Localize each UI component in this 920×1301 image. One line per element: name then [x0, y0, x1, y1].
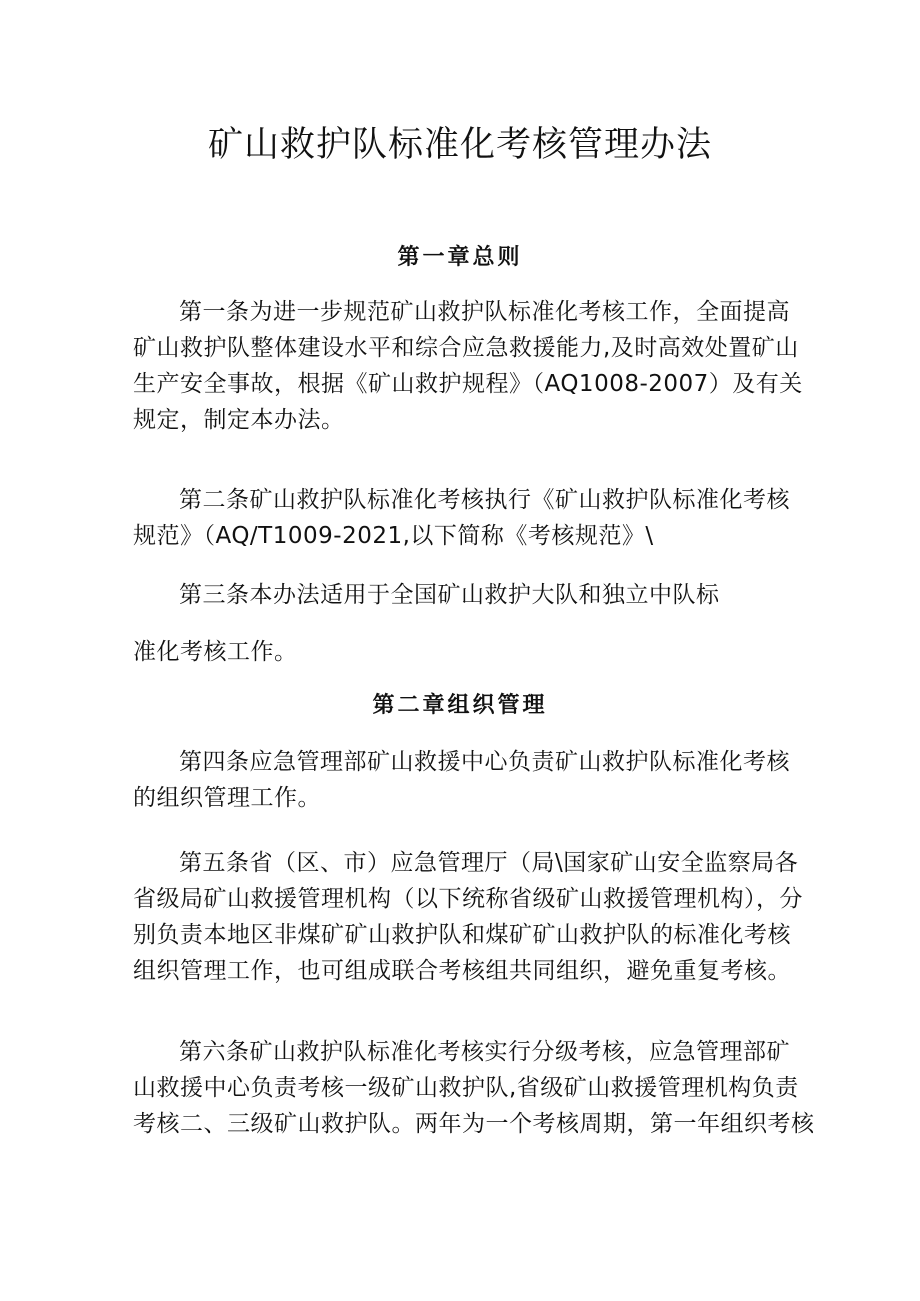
- text-line: 省级局矿山救援管理机构（以下统称省级矿山救援管理机构），分: [133, 886, 803, 912]
- text-line: 生产安全事故，根据《矿山救护规程》（AQ1008-2007）及有关: [133, 371, 803, 397]
- article-1: [133, 294, 803, 438]
- article-4: [133, 744, 795, 816]
- text-line: 第一条为进一步规范矿山救护队标准化考核工作，全面提高: [179, 299, 790, 325]
- text-line: 考核二、三级矿山救护队。两年为一个考核周期，第一年组织考核: [133, 1111, 815, 1137]
- article-2: [133, 482, 795, 554]
- article-6: [133, 1034, 815, 1142]
- text-line: 规范》（AQ/T1009-2021,以下简称《考核规范》\: [133, 523, 654, 549]
- text-line: 第四条应急管理部矿山救援中心负责矿山救护队标准化考核: [179, 749, 790, 775]
- text-line: 别负责本地区非煤矿矿山救护队和煤矿矿山救护队的标准化考核: [133, 922, 791, 948]
- text-line: 第二条矿山救护队标准化考核执行《矿山救护队标准化考核: [179, 487, 790, 513]
- text-line: 山救援中心负责考核一级矿山救护队,省级矿山救援管理机构负责: [133, 1075, 799, 1101]
- text-line: 第六条矿山救护队标准化考核实行分级考核，应急管理部矿: [179, 1039, 790, 1065]
- article-5: [133, 845, 803, 989]
- text-line: 第三条本办法适用于全国矿山救护大队和独立中队标: [179, 582, 720, 608]
- chapter-heading-2: 第二章组织管理: [372, 692, 548, 718]
- text-line: 组织管理工作，也可组成联合考核组共同组织，避免重复考核。: [133, 958, 791, 984]
- article-3-continued: [133, 634, 795, 670]
- text-line: 规定，制定本办法。: [133, 407, 345, 433]
- article-3: [133, 577, 795, 613]
- text-line: 的组织管理工作。: [133, 785, 321, 811]
- text-line: 第五条省（区、市）应急管理厅（局\国家矿山安全监察局各: [179, 850, 799, 876]
- text-line: 矿山救护队整体建设水平和综合应急救援能力,及时高效处置矿山: [133, 335, 799, 361]
- text-line: 准化考核工作。: [133, 639, 298, 665]
- document-title: 矿山救护队标准化考核管理办法: [207, 125, 712, 165]
- chapter-heading-1: 第一章总则: [397, 244, 523, 270]
